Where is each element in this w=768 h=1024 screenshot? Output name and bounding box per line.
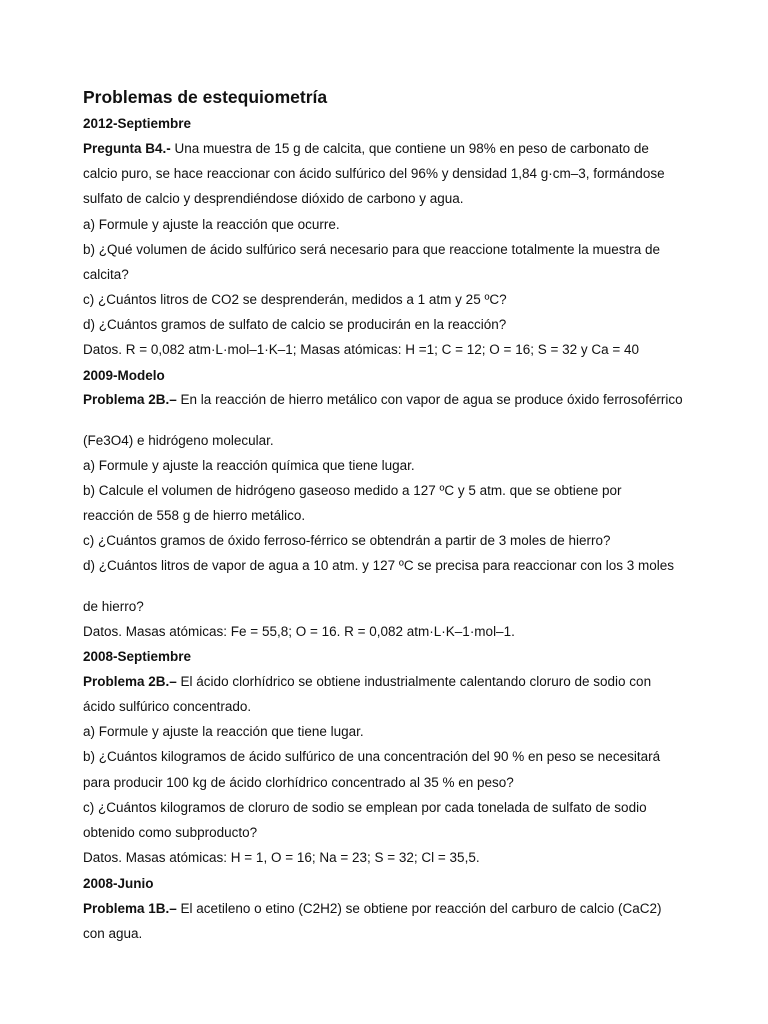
statement-text: El acetileno o etino (C2H2) se obtiene por reacción del carburo de calcio (CaC2) <box>176 901 662 916</box>
question-item: calcita? <box>83 267 129 282</box>
question-item: de hierro? <box>83 599 144 614</box>
problem-label: Problema 1B.– <box>83 901 177 916</box>
question-item: d) ¿Cuántos gramos de sulfato de calcio se producirán en la reacción? <box>83 317 507 332</box>
question-item: c) ¿Cuántos gramos de óxido ferroso-férrico se obtendrán a partir de 3 moles de hierro? <box>83 533 611 548</box>
problem-statement-line <box>83 674 694 690</box>
problem-label: Pregunta B4.- <box>83 141 171 156</box>
question-item: a) Formule y ajuste la reacción que tiene lugar. <box>83 724 364 739</box>
question-item: b) ¿Cuántos kilogramos de ácido sulfúrico de una concentración del 90 % en peso se necesitará <box>83 749 661 764</box>
data-line: Datos. Masas atómicas: H = 1, O = 16; Na = 23; S = 32; Cl = 35,5. <box>83 850 480 865</box>
problem-label: Problema 2B.– <box>83 674 177 689</box>
section-heading: 2008-Septiembre <box>83 649 192 664</box>
statement-text: Una muestra de 15 g de calcita, que contiene un 98% en peso de carbonato de <box>170 141 649 156</box>
question-item: b) Calcule el volumen de hidrógeno gaseoso medido a 127 ºC y 5 atm. que se obtiene por <box>83 483 622 498</box>
problem-statement-line: calcio puro, se hace reaccionar con ácido sulfúrico del 96% y densidad 1,84 g·cm–3, formándose <box>83 166 665 181</box>
question-item: c) ¿Cuántos kilogramos de cloruro de sodio se emplean por cada tonelada de sulfato de sodio <box>83 800 647 815</box>
data-line: Datos. Masas atómicas: Fe = 55,8; O = 16. R = 0,082 atm·L·K–1·mol–1. <box>83 624 515 639</box>
question-item: a) Formule y ajuste la reacción química que tiene lugar. <box>83 458 415 473</box>
data-line: Datos. R = 0,082 atm·L·mol–1·K–1; Masas atómicas: H =1; C = 12; O = 16; S = 32 y Ca = 40 <box>83 342 640 357</box>
section-heading: 2009-Modelo <box>83 368 165 383</box>
question-item: reacción de 558 g de hierro metálico. <box>83 508 306 523</box>
problem-statement-line <box>83 901 694 917</box>
question-item: b) ¿Qué volumen de ácido sulfúrico será necesario para que reaccione totalmente la muestra de <box>83 242 661 257</box>
statement-text: El ácido clorhídrico se obtiene industrialmente calentando cloruro de sodio con <box>176 674 652 689</box>
problem-statement-line <box>83 141 694 157</box>
problem-statement-line <box>83 392 694 408</box>
section-heading: 2008-Junio <box>83 876 154 891</box>
section-heading: 2012-Septiembre <box>83 116 192 131</box>
problem-label: Problema 2B.– <box>83 392 177 407</box>
problem-statement-line: sulfato de calcio y desprendiéndose dióxido de carbono y agua. <box>83 191 464 206</box>
problem-statement-line: ácido sulfúrico concentrado. <box>83 699 252 714</box>
statement-text: En la reacción de hierro metálico con vapor de agua se produce óxido ferrosoférrico <box>176 392 683 407</box>
page-title: Problemas de estequiometría <box>83 87 328 107</box>
problem-statement-line: con agua. <box>83 926 143 941</box>
question-item: a) Formule y ajuste la reacción que ocurre. <box>83 217 340 232</box>
problem-statement-line: (Fe3O4) e hidrógeno molecular. <box>83 433 274 448</box>
question-item: obtenido como subproducto? <box>83 825 258 840</box>
question-item: d) ¿Cuántos litros de vapor de agua a 10 atm. y 127 ºC se precisa para reaccionar con los 3 moles <box>83 558 674 573</box>
question-item: c) ¿Cuántos litros de CO2 se desprenderán, medidos a 1 atm y 25 ºC? <box>83 292 507 307</box>
question-item: para producir 100 kg de ácido clorhídrico concentrado al 35 % en peso? <box>83 775 514 790</box>
